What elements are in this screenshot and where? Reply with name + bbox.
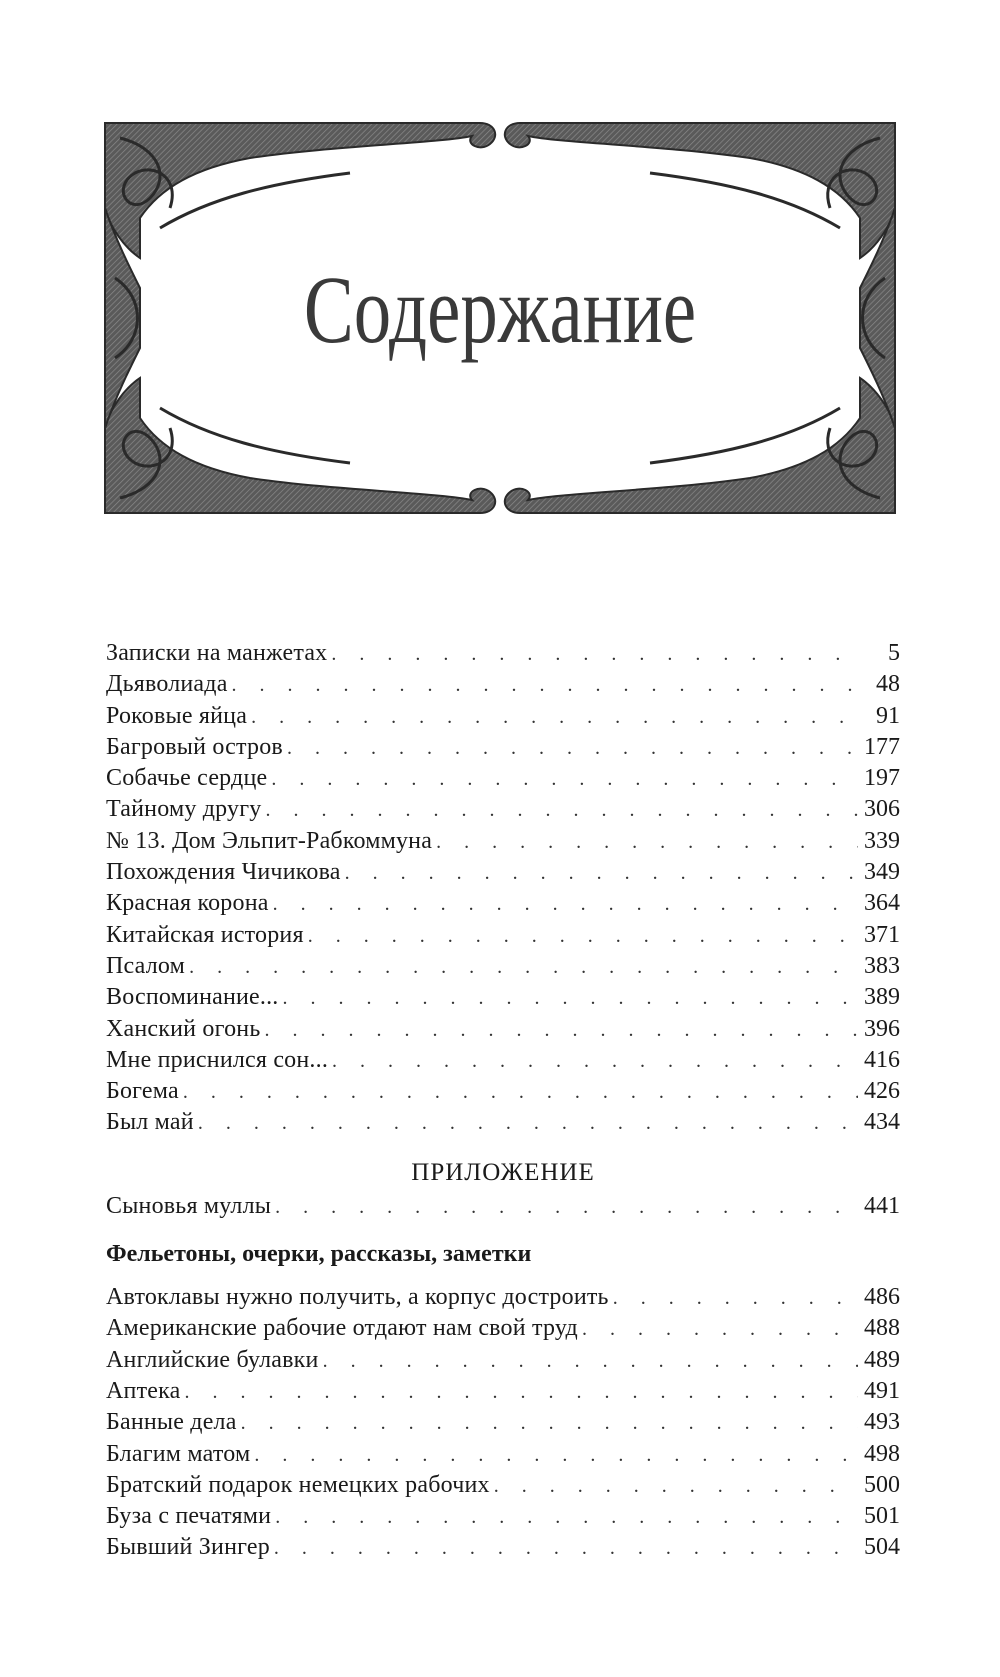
toc-entry-page: 426 [864, 1078, 900, 1105]
toc-entry[interactable] [106, 1470, 900, 1501]
leader-dots [184, 1377, 858, 1408]
toc-entry-title: Английские булавки [106, 1346, 319, 1373]
toc-entry[interactable] [106, 826, 900, 857]
toc-entry[interactable] [106, 1014, 900, 1045]
feuilletons-heading: Фельетоны, очерки, рассказы, заметки [106, 1241, 532, 1268]
toc-entry-title: Записки на манжетах [106, 640, 328, 666]
toc-entry[interactable] [106, 638, 900, 669]
toc-entry-title: Бывший Зингер [106, 1534, 270, 1561]
leader-dots [265, 795, 858, 826]
feuilletons-list [106, 1282, 900, 1564]
toc-entry[interactable] [106, 951, 900, 982]
toc-entry[interactable] [106, 669, 900, 700]
toc-entry[interactable] [106, 1191, 900, 1222]
toc-entry-page: 498 [864, 1440, 900, 1467]
toc-entry-page: 501 [864, 1503, 900, 1530]
toc-entry-title: Мне приснился сон... [106, 1046, 329, 1073]
toc-entry[interactable] [106, 1045, 900, 1076]
leader-dots [323, 1346, 858, 1377]
leader-dots [273, 889, 858, 920]
toc-entry[interactable] [106, 763, 900, 794]
toc-entry[interactable] [106, 1376, 900, 1407]
toc-entry[interactable] [106, 732, 900, 763]
toc-entry-page: 434 [864, 1109, 900, 1136]
toc-entry[interactable] [106, 1107, 900, 1138]
toc-entry[interactable] [106, 1076, 900, 1107]
toc-entry-title: Похождения Чичикова [106, 859, 341, 886]
leader-dots [613, 1283, 858, 1314]
toc-entry-page: 486 [864, 1284, 900, 1311]
toc-entry-title: Благим матом [106, 1440, 251, 1467]
leader-dots [274, 1533, 858, 1564]
leader-dots [436, 827, 858, 858]
toc-entry[interactable] [106, 1313, 900, 1344]
toc-entry-title: Братский подарок немецких рабочих [106, 1471, 490, 1498]
toc-entry-page: 500 [864, 1471, 900, 1498]
toc-entry-page: 48 [876, 671, 900, 698]
leader-dots [254, 1440, 858, 1471]
toc-entry-title: Багровый остров [106, 733, 283, 760]
leader-dots [582, 1314, 858, 1345]
toc-entry-page: 389 [864, 984, 900, 1011]
leader-dots [287, 733, 858, 764]
toc-entry[interactable] [106, 1439, 900, 1470]
toc-entry-page: 349 [864, 859, 900, 886]
toc-entry[interactable] [106, 1282, 900, 1313]
leader-dots [332, 1046, 858, 1077]
toc-entry-page: 396 [864, 1015, 900, 1042]
toc-entry-page: 489 [864, 1346, 900, 1373]
toc-entry[interactable] [106, 1501, 900, 1532]
toc-entry[interactable] [106, 888, 900, 919]
toc-entry-page: 371 [864, 921, 900, 948]
toc-entry-title: Китайская история [106, 921, 304, 948]
toc-entry-title: Тайному другу [106, 796, 262, 823]
appendix-heading: ПРИЛОЖЕНИЕ [411, 1158, 595, 1186]
table-of-contents [106, 638, 900, 1564]
toc-entry-page: 491 [864, 1377, 900, 1404]
toc-entry-page: 177 [864, 733, 900, 760]
toc-entry-page: 416 [864, 1046, 900, 1073]
toc-entry-title: Буза с печатями [106, 1503, 272, 1530]
leader-dots [275, 1502, 858, 1533]
leader-dots [283, 983, 858, 1014]
leader-dots [189, 952, 858, 983]
toc-entry-title: Красная корона [106, 890, 269, 917]
toc-entry[interactable] [106, 920, 900, 951]
toc-main-list [106, 638, 900, 1139]
toc-entry-title: Воспоминание... [106, 984, 279, 1011]
toc-entry[interactable] [106, 1345, 900, 1376]
leader-dots [264, 1015, 858, 1046]
leader-dots [275, 1192, 858, 1223]
leader-dots [183, 1077, 858, 1108]
toc-entry-page: 197 [864, 765, 900, 792]
leader-dots [345, 858, 858, 889]
leader-dots [331, 639, 858, 670]
toc-entry-title: № 13. Дом Эльпит-Рабкоммуна [106, 827, 433, 854]
toc-entry[interactable] [106, 701, 900, 732]
toc-entry-title: Дьяволиада [106, 671, 228, 698]
toc-entry-page: 364 [864, 890, 900, 917]
leader-dots [308, 921, 858, 952]
toc-entry-title: Роковые яйца [106, 702, 248, 729]
toc-entry-page: 504 [864, 1534, 900, 1561]
toc-entry-page: 306 [864, 796, 900, 823]
toc-entry-title: Автоклавы нужно получить, а корпус достроить [106, 1284, 609, 1311]
toc-entry-title: Собачье сердце [106, 765, 268, 792]
toc-entry-page: 5 [888, 640, 900, 666]
toc-entry-title: Банные дела [106, 1409, 237, 1436]
toc-entry-title: Аптека [106, 1377, 181, 1404]
page-title: Содержание [303, 256, 697, 363]
toc-entry-page: 91 [876, 702, 900, 729]
leader-dots [198, 1108, 858, 1139]
appendix-list [106, 1191, 900, 1222]
toc-entry[interactable] [106, 794, 900, 825]
toc-entry-title: Псалом [106, 952, 186, 979]
toc-entry-page: 383 [864, 952, 900, 979]
leader-dots [232, 670, 858, 701]
toc-entry[interactable] [106, 857, 900, 888]
toc-entry[interactable] [106, 1407, 900, 1438]
toc-entry-page: 339 [864, 827, 900, 854]
leader-dots [271, 764, 858, 795]
toc-entry-page: 488 [864, 1315, 900, 1342]
toc-entry-title: Богема [106, 1078, 179, 1105]
toc-entry-page: 493 [864, 1409, 900, 1436]
toc-entry[interactable] [106, 1532, 900, 1563]
leader-dots [241, 1408, 858, 1439]
leader-dots [251, 702, 858, 733]
leader-dots [494, 1471, 858, 1502]
toc-entry-title: Ханский огонь [106, 1015, 261, 1042]
toc-entry-title: Американские рабочие отдают нам свой труд [106, 1315, 578, 1342]
toc-entry-title: Был май [106, 1109, 194, 1136]
toc-entry-title: Сыновья муллы [106, 1192, 272, 1219]
toc-entry[interactable] [106, 982, 900, 1013]
toc-entry-page: 441 [864, 1192, 900, 1219]
